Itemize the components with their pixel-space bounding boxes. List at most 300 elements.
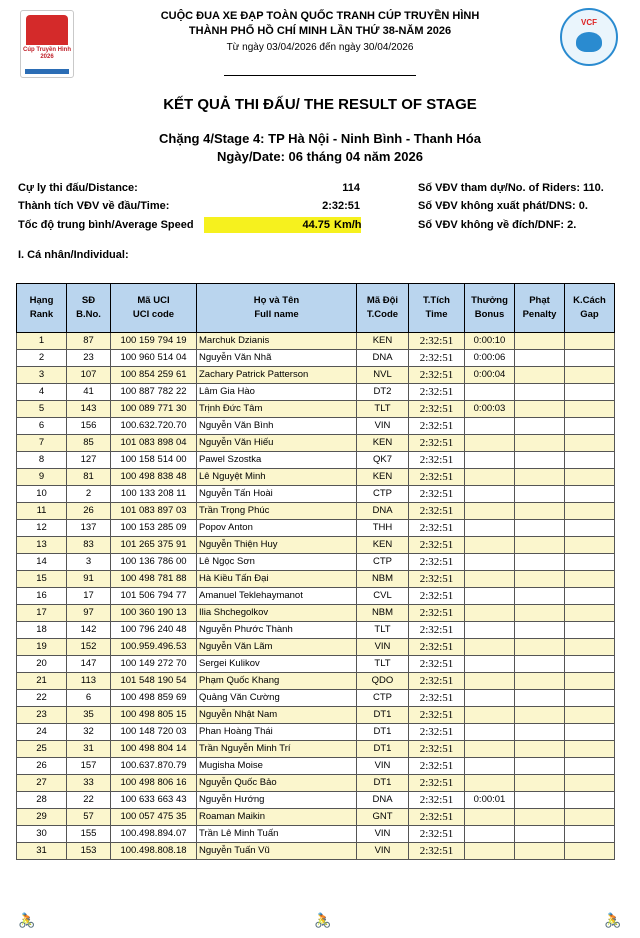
cell-bonus xyxy=(465,775,515,792)
cell-rank: 29 xyxy=(17,809,67,826)
cell-time: 2:32:51 xyxy=(409,401,465,418)
table-row xyxy=(17,622,615,639)
column-header-time xyxy=(409,284,465,333)
cell-bonus xyxy=(465,758,515,775)
cell-time: 2:32:51 xyxy=(409,639,465,656)
table-row xyxy=(17,333,615,350)
cell-gap xyxy=(565,384,615,401)
dns-count: Số VĐV không xuất phát/DNS: 0. xyxy=(418,200,588,212)
cell-team: KEN xyxy=(357,435,409,452)
cell-gap xyxy=(565,503,615,520)
column-header-vi: T.Tích xyxy=(423,295,450,306)
cell-penalty xyxy=(515,350,565,367)
cell-gap xyxy=(565,622,615,639)
cell-bib: 157 xyxy=(67,758,111,775)
stage-title: Chặng 4/Stage 4: TP Hà Nội - Ninh Bình - Thanh Hóa xyxy=(159,131,481,146)
cell-team: DT1 xyxy=(357,775,409,792)
cell-bib: 147 xyxy=(67,656,111,673)
table-row xyxy=(17,826,615,843)
column-header-en: Time xyxy=(425,309,448,320)
cell-bib: 156 xyxy=(67,418,111,435)
cell-rank: 22 xyxy=(17,690,67,707)
cell-gap xyxy=(565,775,615,792)
cell-uci: 100 159 794 19 xyxy=(111,333,197,350)
cell-uci: 100 498 805 15 xyxy=(111,707,197,724)
cell-gap xyxy=(565,826,615,843)
cell-time: 2:32:51 xyxy=(409,384,465,401)
cell-name: Nguyễn Nhật Nam xyxy=(197,707,357,724)
table-row xyxy=(17,503,615,520)
cell-bonus xyxy=(465,809,515,826)
cell-bib: 142 xyxy=(67,622,111,639)
cell-rank: 23 xyxy=(17,707,67,724)
cell-uci: 101 083 898 04 xyxy=(111,435,197,452)
cell-bib: 87 xyxy=(67,333,111,350)
cell-name: Nguyễn Văn Nhã xyxy=(197,350,357,367)
cell-team: VIN xyxy=(357,826,409,843)
cell-uci: 100 148 720 03 xyxy=(111,724,197,741)
cyclist-icon: 🚴 xyxy=(314,912,332,928)
cell-gap xyxy=(565,486,615,503)
cell-team: GNT xyxy=(357,809,409,826)
cell-name: Ilia Shchegolkov xyxy=(197,605,357,622)
cell-rank: 2 xyxy=(17,350,67,367)
cell-name: Sergei Kulikov xyxy=(197,656,357,673)
cell-penalty xyxy=(515,656,565,673)
column-header-en: Gap xyxy=(580,309,599,320)
cell-gap xyxy=(565,452,615,469)
cell-bonus xyxy=(465,741,515,758)
cell-gap xyxy=(565,792,615,809)
cell-penalty xyxy=(515,843,565,860)
cyclist-icon: 🚴 xyxy=(604,912,622,928)
cell-team: VIN xyxy=(357,758,409,775)
cell-bonus xyxy=(465,639,515,656)
cell-team: VIN xyxy=(357,639,409,656)
cell-uci: 101 083 897 03 xyxy=(111,503,197,520)
column-header-team xyxy=(357,284,409,333)
table-row xyxy=(17,792,615,809)
cell-penalty xyxy=(515,639,565,656)
cell-team: CTP xyxy=(357,690,409,707)
table-row xyxy=(17,520,615,537)
cell-bib: 3 xyxy=(67,554,111,571)
cell-rank: 25 xyxy=(17,741,67,758)
table-row xyxy=(17,588,615,605)
cell-bib: 83 xyxy=(67,537,111,554)
cell-bonus xyxy=(465,843,515,860)
cell-time: 2:32:51 xyxy=(409,418,465,435)
cell-name: Nguyễn Tấn Hoài xyxy=(197,486,357,503)
cell-team: KEN xyxy=(357,333,409,350)
column-header-en: Bonus xyxy=(474,309,505,320)
cell-uci: 100 887 782 22 xyxy=(111,384,197,401)
cell-rank: 14 xyxy=(17,554,67,571)
cell-gap xyxy=(565,588,615,605)
cell-gap xyxy=(565,639,615,656)
cell-team: NBM xyxy=(357,605,409,622)
cell-uci: 100 796 240 48 xyxy=(111,622,197,639)
distance-value: 114 xyxy=(342,182,360,194)
table-row xyxy=(17,605,615,622)
cell-team: TLT xyxy=(357,401,409,418)
cell-time: 2:32:51 xyxy=(409,520,465,537)
cell-bonus xyxy=(465,384,515,401)
cell-bib: 143 xyxy=(67,401,111,418)
vcf-logo-text: VCF xyxy=(581,18,597,27)
cell-rank: 17 xyxy=(17,605,67,622)
cell-team: VIN xyxy=(357,843,409,860)
table-row xyxy=(17,639,615,656)
cell-uci: 100 057 475 35 xyxy=(111,809,197,826)
cell-team: CTP xyxy=(357,554,409,571)
cell-bonus: 0:00:10 xyxy=(465,333,515,350)
cell-bonus xyxy=(465,571,515,588)
column-header-vi: K.Cách xyxy=(573,295,606,306)
table-row xyxy=(17,401,615,418)
cell-bib: 137 xyxy=(67,520,111,537)
section-heading: I. Cá nhân/Individual: xyxy=(18,249,129,261)
cell-gap xyxy=(565,690,615,707)
column-header-rank xyxy=(17,284,67,333)
cell-uci: 100 153 285 09 xyxy=(111,520,197,537)
cell-penalty xyxy=(515,690,565,707)
cell-time: 2:32:51 xyxy=(409,588,465,605)
cell-penalty xyxy=(515,724,565,741)
table-row xyxy=(17,741,615,758)
cell-time: 2:32:51 xyxy=(409,452,465,469)
cell-rank: 12 xyxy=(17,520,67,537)
cell-time: 2:32:51 xyxy=(409,350,465,367)
cell-time: 2:32:51 xyxy=(409,656,465,673)
column-header-vi: SĐ xyxy=(81,295,96,306)
distance-label: Cự ly thi đấu/Distance: xyxy=(18,182,138,194)
cell-rank: 31 xyxy=(17,843,67,860)
speed-unit: Km/h xyxy=(334,219,362,231)
table-row xyxy=(17,418,615,435)
table-row xyxy=(17,486,615,503)
column-header-en: Full name xyxy=(254,309,299,320)
cell-team: DT2 xyxy=(357,384,409,401)
cell-gap xyxy=(565,758,615,775)
cell-team: DT1 xyxy=(357,741,409,758)
cell-name: Nguyễn Văn Bình xyxy=(197,418,357,435)
cell-rank: 20 xyxy=(17,656,67,673)
stage-date: Ngày/Date: 06 tháng 04 năm 2026 xyxy=(217,149,423,164)
table-row xyxy=(17,775,615,792)
cell-team: QDO xyxy=(357,673,409,690)
table-row xyxy=(17,690,615,707)
cell-time: 2:32:51 xyxy=(409,435,465,452)
column-header-en: Penalty xyxy=(522,309,557,320)
cell-bib: 41 xyxy=(67,384,111,401)
cell-bonus: 0:00:04 xyxy=(465,367,515,384)
cell-bonus xyxy=(465,724,515,741)
cell-bib: 97 xyxy=(67,605,111,622)
cell-uci: 100.637.870.79 xyxy=(111,758,197,775)
time-label: Thành tích VĐV về đầu/Time: xyxy=(18,200,170,212)
column-header-vi: Mã Đội xyxy=(366,295,399,306)
cell-penalty xyxy=(515,554,565,571)
cell-bonus xyxy=(465,520,515,537)
cell-penalty xyxy=(515,537,565,554)
cell-uci: 100 498 859 69 xyxy=(111,690,197,707)
cell-penalty xyxy=(515,452,565,469)
cell-team: DNA xyxy=(357,792,409,809)
column-header-penalty xyxy=(515,284,565,333)
cell-rank: 6 xyxy=(17,418,67,435)
cell-penalty xyxy=(515,401,565,418)
cell-name: Mugisha Moise xyxy=(197,758,357,775)
cell-time: 2:32:51 xyxy=(409,571,465,588)
cell-name: Nguyễn Văn Hiếu xyxy=(197,435,357,452)
cell-bib: 107 xyxy=(67,367,111,384)
table-row xyxy=(17,384,615,401)
cell-name: Trịnh Đức Tâm xyxy=(197,401,357,418)
cell-name: Phạm Quốc Khang xyxy=(197,673,357,690)
cell-team: DNA xyxy=(357,503,409,520)
cell-bib: 35 xyxy=(67,707,111,724)
riders-count: Số VĐV tham dự/No. of Riders: 110. xyxy=(418,182,604,194)
table-row xyxy=(17,435,615,452)
cell-rank: 21 xyxy=(17,673,67,690)
cell-gap xyxy=(565,435,615,452)
cell-gap xyxy=(565,741,615,758)
cell-team: THH xyxy=(357,520,409,537)
cell-team: CTP xyxy=(357,486,409,503)
cell-time: 2:32:51 xyxy=(409,809,465,826)
cell-time: 2:32:51 xyxy=(409,486,465,503)
cell-bonus xyxy=(465,588,515,605)
cell-uci: 100 133 208 11 xyxy=(111,486,197,503)
cell-rank: 1 xyxy=(17,333,67,350)
cell-penalty xyxy=(515,809,565,826)
cell-time: 2:32:51 xyxy=(409,605,465,622)
cell-team: DT1 xyxy=(357,707,409,724)
cell-rank: 5 xyxy=(17,401,67,418)
cell-uci: 100.498.808.18 xyxy=(111,843,197,860)
column-header-en: UCI code xyxy=(132,309,175,320)
cell-gap xyxy=(565,554,615,571)
cell-rank: 30 xyxy=(17,826,67,843)
cell-name: Trần Trọng Phúc xyxy=(197,503,357,520)
cell-rank: 19 xyxy=(17,639,67,656)
cell-bonus xyxy=(465,707,515,724)
cell-bib: 113 xyxy=(67,673,111,690)
column-header-name xyxy=(197,284,357,333)
cell-gap xyxy=(565,843,615,860)
cell-rank: 3 xyxy=(17,367,67,384)
cell-rank: 24 xyxy=(17,724,67,741)
cell-bib: 155 xyxy=(67,826,111,843)
cell-penalty xyxy=(515,503,565,520)
cell-penalty xyxy=(515,418,565,435)
cell-uci: 100 136 786 00 xyxy=(111,554,197,571)
cell-time: 2:32:51 xyxy=(409,792,465,809)
cell-name: Zachary Patrick Patterson xyxy=(197,367,357,384)
cell-penalty xyxy=(515,333,565,350)
cell-time: 2:32:51 xyxy=(409,707,465,724)
cell-gap xyxy=(565,350,615,367)
cell-team: KEN xyxy=(357,537,409,554)
cell-bonus xyxy=(465,486,515,503)
event-title: CUỘC ĐUA XE ĐẠP TOÀN QUỐC TRANH CÚP TRUYỀN HÌNH xyxy=(160,10,480,22)
cell-bib: 23 xyxy=(67,350,111,367)
cell-name: Quảng Văn Cường xyxy=(197,690,357,707)
cell-rank: 8 xyxy=(17,452,67,469)
cell-bib: 26 xyxy=(67,503,111,520)
cell-bonus xyxy=(465,826,515,843)
cell-bonus xyxy=(465,690,515,707)
cell-gap xyxy=(565,724,615,741)
cell-rank: 4 xyxy=(17,384,67,401)
dnf-count: Số VĐV không về đích/DNF: 2. xyxy=(418,219,577,231)
cell-bib: 6 xyxy=(67,690,111,707)
cell-uci: 100 960 514 04 xyxy=(111,350,197,367)
cell-name: Nguyễn Tuấn Vũ xyxy=(197,843,357,860)
cell-bonus: 0:00:01 xyxy=(465,792,515,809)
column-header-en: T.Code xyxy=(366,309,399,320)
table-row xyxy=(17,367,615,384)
cell-bonus xyxy=(465,656,515,673)
cell-name: Nguyễn Thiện Huy xyxy=(197,537,357,554)
table-row xyxy=(17,469,615,486)
cell-bib: 32 xyxy=(67,724,111,741)
cell-team: DNA xyxy=(357,350,409,367)
cell-team: TLT xyxy=(357,656,409,673)
cell-bonus: 0:00:03 xyxy=(465,401,515,418)
cell-time: 2:32:51 xyxy=(409,690,465,707)
cell-name: Amanuel Teklehaymanot xyxy=(197,588,357,605)
cell-time: 2:32:51 xyxy=(409,554,465,571)
cell-name: Trần Nguyễn Minh Trí xyxy=(197,741,357,758)
results-table xyxy=(16,283,615,860)
event-dates: Từ ngày 03/04/2026 đến ngày 30/04/2026 xyxy=(226,42,414,53)
cell-uci: 101 548 190 54 xyxy=(111,673,197,690)
cell-gap xyxy=(565,673,615,690)
cell-uci: 100 498 838 48 xyxy=(111,469,197,486)
cell-team: NVL xyxy=(357,367,409,384)
cell-name: Nguyễn Quốc Bảo xyxy=(197,775,357,792)
cell-name: Phan Hoàng Thái xyxy=(197,724,357,741)
cell-time: 2:32:51 xyxy=(409,367,465,384)
column-header-vi: Phạt xyxy=(529,295,550,306)
cell-name: Hà Kiều Tấn Đại xyxy=(197,571,357,588)
cell-rank: 10 xyxy=(17,486,67,503)
cell-time: 2:32:51 xyxy=(409,741,465,758)
cell-gap xyxy=(565,418,615,435)
cyclist-icon: 🚴 xyxy=(18,912,36,928)
cell-uci: 100 498 806 16 xyxy=(111,775,197,792)
cell-penalty xyxy=(515,588,565,605)
cell-uci: 100 089 771 30 xyxy=(111,401,197,418)
event-subtitle: THÀNH PHỐ HỒ CHÍ MINH LẦN THỨ 38-NĂM 2026 xyxy=(188,25,452,37)
cell-bib: 22 xyxy=(67,792,111,809)
cell-time: 2:32:51 xyxy=(409,469,465,486)
cell-penalty xyxy=(515,486,565,503)
cell-penalty xyxy=(515,384,565,401)
cell-bonus xyxy=(465,418,515,435)
cell-uci: 100 854 259 61 xyxy=(111,367,197,384)
cell-rank: 15 xyxy=(17,571,67,588)
column-header-vi: Hạng xyxy=(29,295,54,306)
cell-rank: 13 xyxy=(17,537,67,554)
column-header-vi: Mã UCI xyxy=(137,295,170,306)
cell-team: CVL xyxy=(357,588,409,605)
cell-name: Nguyễn Phước Thành xyxy=(197,622,357,639)
page-title: KẾT QUẢ THI ĐẤU/ THE RESULT OF STAGE xyxy=(163,96,477,113)
table-body xyxy=(17,333,615,860)
cell-name: Nguyễn Văn Lãm xyxy=(197,639,357,656)
table-row xyxy=(17,758,615,775)
cell-penalty xyxy=(515,435,565,452)
cell-bib: 85 xyxy=(67,435,111,452)
cell-bonus xyxy=(465,435,515,452)
cell-name: Marchuk Dzianis xyxy=(197,333,357,350)
cell-bonus xyxy=(465,673,515,690)
cell-bonus xyxy=(465,605,515,622)
column-header-bonus xyxy=(465,284,515,333)
cell-penalty xyxy=(515,707,565,724)
cell-rank: 27 xyxy=(17,775,67,792)
cell-penalty xyxy=(515,775,565,792)
cell-time: 2:32:51 xyxy=(409,333,465,350)
column-header-bib xyxy=(67,284,111,333)
cell-rank: 7 xyxy=(17,435,67,452)
table-row xyxy=(17,809,615,826)
cell-gap xyxy=(565,333,615,350)
cell-team: QK7 xyxy=(357,452,409,469)
cell-bib: 2 xyxy=(67,486,111,503)
cell-bonus xyxy=(465,452,515,469)
cell-name: Lê Ngọc Sơn xyxy=(197,554,357,571)
cell-gap xyxy=(565,809,615,826)
cell-gap xyxy=(565,520,615,537)
cell-rank: 11 xyxy=(17,503,67,520)
cell-gap xyxy=(565,707,615,724)
cell-name: Nguyễn Hướng xyxy=(197,792,357,809)
column-header-vi: Thưởng xyxy=(471,295,508,306)
cell-time: 2:32:51 xyxy=(409,724,465,741)
speed-label: Tốc độ trung bình/Average Speed xyxy=(18,219,194,231)
cell-time: 2:32:51 xyxy=(409,758,465,775)
cell-rank: 18 xyxy=(17,622,67,639)
table-row xyxy=(17,707,615,724)
cell-bib: 91 xyxy=(67,571,111,588)
cell-uci: 100 149 272 70 xyxy=(111,656,197,673)
table-row xyxy=(17,724,615,741)
table-row xyxy=(17,537,615,554)
cell-time: 2:32:51 xyxy=(409,537,465,554)
cell-penalty xyxy=(515,741,565,758)
cell-penalty xyxy=(515,792,565,809)
column-header-uci xyxy=(111,284,197,333)
cell-bib: 33 xyxy=(67,775,111,792)
cell-uci: 100 498 804 14 xyxy=(111,741,197,758)
table-row xyxy=(17,350,615,367)
cell-rank: 16 xyxy=(17,588,67,605)
cell-bib: 81 xyxy=(67,469,111,486)
table-row xyxy=(17,843,615,860)
cell-name: Lê Nguyệt Minh xyxy=(197,469,357,486)
cell-bonus xyxy=(465,554,515,571)
cell-penalty xyxy=(515,622,565,639)
cell-uci: 100 360 190 13 xyxy=(111,605,197,622)
cell-rank: 9 xyxy=(17,469,67,486)
cell-time: 2:32:51 xyxy=(409,673,465,690)
cell-bonus xyxy=(465,469,515,486)
cell-gap xyxy=(565,367,615,384)
